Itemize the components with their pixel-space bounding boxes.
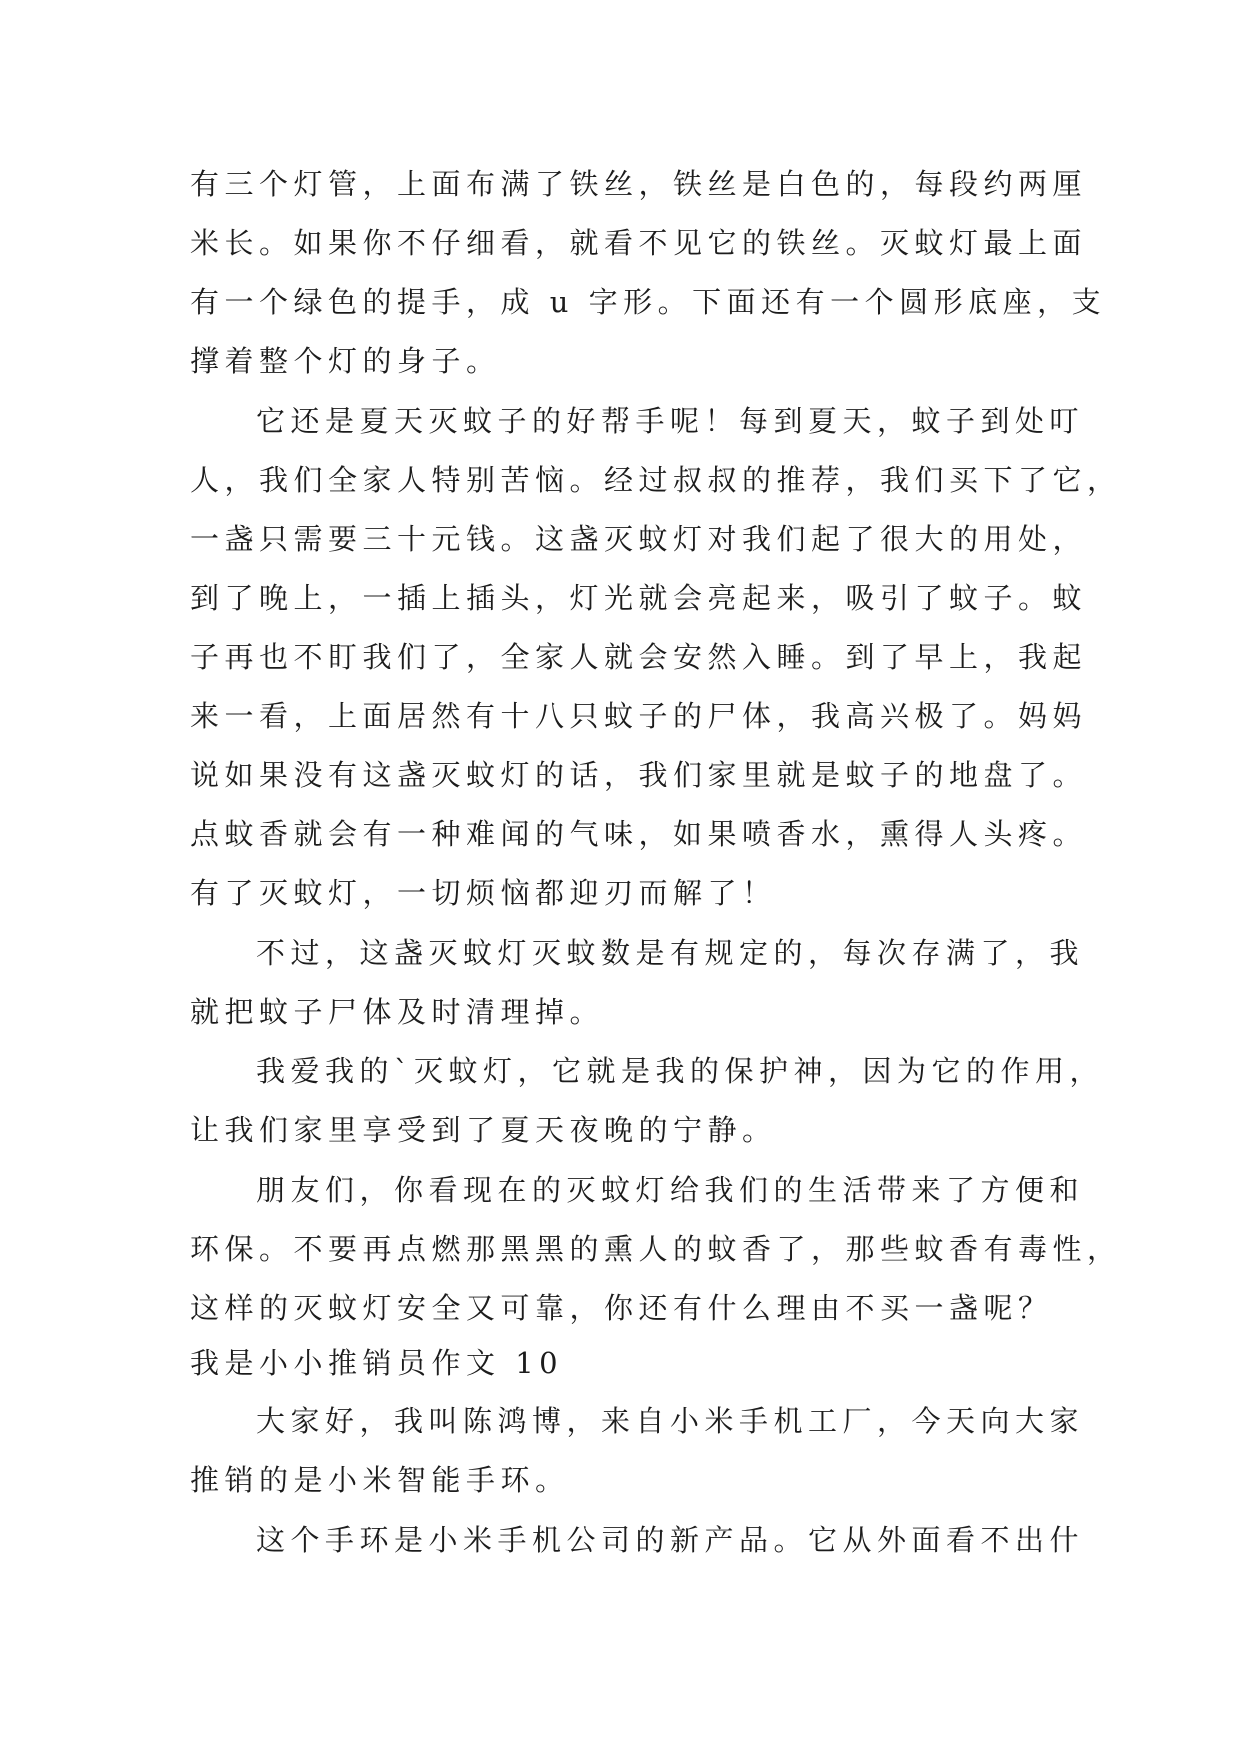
text-line: 就把蚊子尸体及时清理掉。 — [190, 995, 605, 1029]
text-line: 子再也不盯我们了，全家人就会安然入睡。到了早上，我起 — [190, 640, 1088, 674]
text-line: 来一看，上面居然有十八只蚊子的尸体，我高兴极了。妈妈 — [190, 699, 1088, 733]
text-line: 米长。如果你不仔细看，就看不见它的铁丝。灭蚊灯最上面 — [190, 226, 1088, 260]
paragraph-first-line: 朋友们，你看现在的灭蚊灯给我们的生活带来了方便和 — [256, 1173, 1085, 1207]
text-line: 让我们家里享受到了夏天夜晚的宁静。 — [190, 1113, 777, 1147]
text-line: 人，我们全家人特别苦恼。经过叔叔的推荐，我们买下了它， — [190, 463, 1122, 497]
paragraph-first-line: 不过，这盏灭蚊灯灭蚊数是有规定的，每次存满了，我 — [256, 936, 1085, 970]
text-line: 有三个灯管，上面布满了铁丝，铁丝是白色的，每段约两厘 — [190, 167, 1088, 201]
paragraph-first-line: 我爱我的`灭蚊灯，它就是我的保护神，因为它的作用， — [256, 1054, 1105, 1088]
text-line: 一盏只需要三十元钱。这盏灭蚊灯对我们起了很大的用处， — [190, 522, 1088, 556]
text-line: 到了晚上，一插上插头，灯光就会亮起来，吸引了蚊子。蚊 — [190, 581, 1088, 615]
text-line: 点蚊香就会有一种难闻的气味，如果喷香水，熏得人头疼。 — [190, 817, 1088, 851]
paragraph-first-line: 大家好，我叫陈鸿博，来自小米手机工厂，今天向大家 — [256, 1404, 1085, 1438]
text-line: 推销的是小米智能手环。 — [190, 1463, 570, 1497]
text-line: 撑着整个灯的身子。 — [190, 344, 501, 378]
paragraph-first-line: 这个手环是小米手机公司的新产品。它从外面看不出什 — [256, 1523, 1085, 1557]
text-line: 环保。不要再点燃那黑黑的熏人的蚊香了，那些蚊香有毒性， — [190, 1232, 1122, 1266]
section-title: 我是小小推销员作文 10 — [190, 1346, 564, 1380]
text-line: 有了灭蚊灯，一切烦恼都迎刃而解了！ — [190, 876, 777, 910]
paragraph-first-line: 它还是夏天灭蚊子的好帮手呢！每到夏天，蚊子到处叮 — [256, 404, 1085, 438]
text-line: 说如果没有这盏灭蚊灯的话，我们家里就是蚊子的地盘了。 — [190, 758, 1088, 792]
text-line: 这样的灭蚊灯安全又可靠，你还有什么理由不买一盏呢？ — [190, 1291, 1053, 1325]
text-line: 有一个绿色的提手，成 u 字形。下面还有一个圆形底座，支 — [190, 285, 1107, 319]
